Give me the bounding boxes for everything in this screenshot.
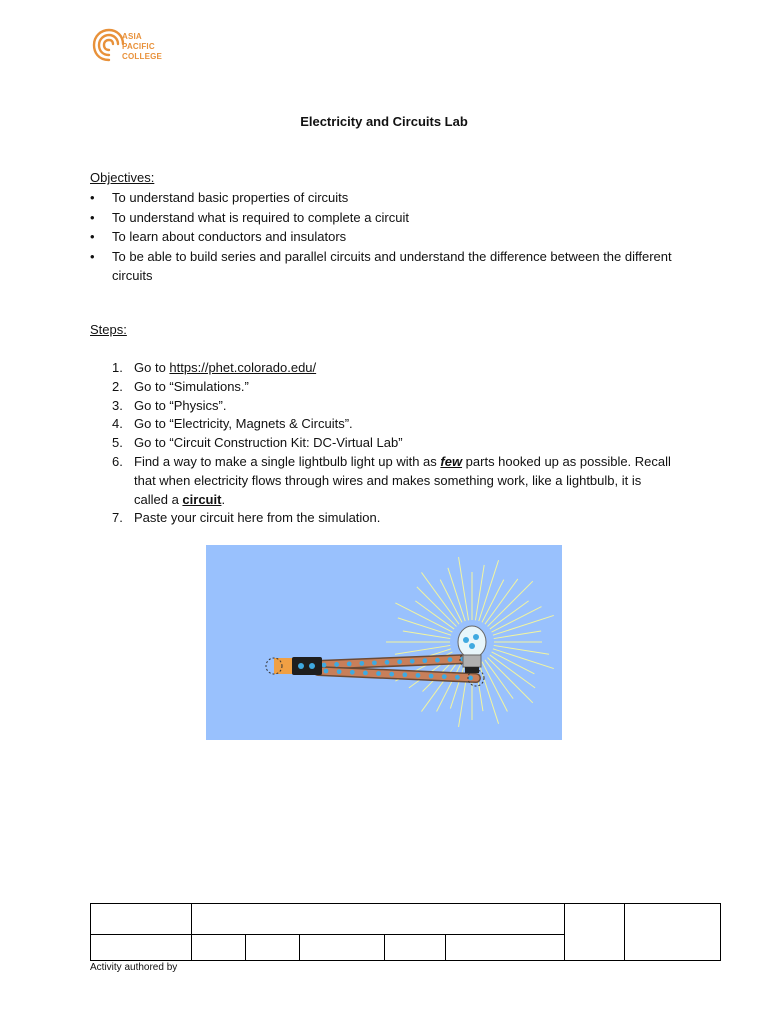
electron: [324, 669, 329, 674]
step-text: Find a way to make a single lightbulb light up with as: [134, 453, 441, 469]
step-item: [112, 453, 672, 509]
step-item: [112, 434, 672, 453]
bullet-icon: •: [90, 190, 95, 205]
step-number: 1.: [112, 360, 123, 375]
step-text: parts hooked up as possible. Recall that when electricity flows through wires and makes something work, like a lightbulb, it is called a: [134, 453, 671, 507]
table-cell: [384, 935, 445, 961]
step-item: [112, 378, 672, 397]
objective-item: [90, 247, 690, 286]
objectives-heading: Objectives:: [90, 170, 155, 185]
electron: [435, 658, 440, 663]
table-cell: [91, 935, 192, 961]
electron: [359, 661, 364, 666]
step-text: Go to: [134, 360, 170, 375]
objective-text: To understand what is required to complete a circuit: [112, 209, 409, 225]
table-cell: [625, 904, 721, 961]
objective-text: To be able to build series and parallel circuits and understand the difference between the different circuits: [112, 248, 672, 283]
battery: [274, 657, 322, 675]
light-ray: [482, 662, 507, 712]
table-cell: [445, 935, 564, 961]
wire-bottom: [318, 671, 476, 678]
electron: [337, 669, 342, 674]
logo-line: COLLEGE: [122, 52, 163, 61]
objective-item: [90, 208, 690, 228]
electron: [334, 662, 339, 667]
logo-line: PACIFIC: [122, 42, 155, 51]
circuit-drawing: [206, 545, 562, 740]
light-ray: [479, 663, 499, 724]
college-logo: [92, 27, 182, 75]
step-text: Go to “Simulations.”: [134, 378, 249, 394]
electron: [442, 674, 447, 679]
light-ray: [479, 560, 499, 621]
light-ray: [395, 645, 450, 654]
phet-link[interactable]: https://phet.colorado.edu/: [169, 360, 317, 375]
electron: [410, 659, 415, 664]
logo-line: ASIA: [122, 32, 142, 41]
electron: [347, 662, 352, 667]
light-ray: [488, 581, 533, 626]
step-text: Paste your circuit here from the simulation.: [134, 510, 381, 526]
step-text: Go to “Circuit Construction Kit: DC-Virtual Lab”: [134, 435, 403, 451]
electron: [350, 670, 355, 675]
electron: [448, 657, 453, 662]
document-title: Electricity and Circuits Lab: [300, 114, 468, 129]
step-text: .: [221, 491, 226, 507]
steps-list: [112, 359, 672, 528]
author-credit: Activity authored by: [90, 962, 178, 973]
step-item: [112, 397, 672, 416]
objective-text: To learn about conductors and insulators: [112, 229, 347, 244]
step-item: [112, 415, 672, 434]
light-ray: [493, 649, 554, 669]
electron: [385, 660, 390, 665]
light-bulb: [458, 626, 486, 673]
step-number: 3.: [112, 397, 123, 413]
emphasis-circuit: circuit: [182, 491, 222, 507]
electron: [416, 673, 421, 678]
steps-heading: Steps:: [90, 322, 127, 337]
electron: [402, 672, 407, 677]
step-item: [112, 509, 672, 528]
emphasis-few: few: [440, 453, 463, 469]
logo-wordmark: [122, 32, 162, 62]
light-ray: [437, 662, 462, 712]
electron: [397, 659, 402, 664]
bullet-icon: •: [90, 209, 95, 225]
swirl-logo-icon: [92, 27, 126, 63]
table-cell: [300, 935, 384, 961]
step-number: 4.: [112, 416, 123, 432]
light-ray: [475, 565, 484, 620]
table-cell: [192, 904, 565, 935]
objective-text: To understand basic properties of circuits: [112, 190, 349, 205]
electron: [322, 663, 327, 668]
step-number: 5.: [112, 435, 123, 451]
electron: [389, 672, 394, 677]
table-cell: [192, 935, 246, 961]
electron: [455, 675, 460, 680]
step-text: Go to “Physics”.: [134, 397, 227, 413]
circuit-simulation-image: [206, 545, 562, 740]
objective-item: [90, 188, 690, 208]
table-cell: [91, 904, 192, 935]
table-cell: [246, 935, 300, 961]
step-text: Go to “Electricity, Magnets & Circuits”.: [134, 416, 353, 432]
bullet-icon: •: [90, 229, 95, 244]
electron: [376, 671, 381, 676]
step-number: 6.: [112, 453, 123, 469]
electron: [429, 674, 434, 679]
light-ray: [492, 607, 542, 632]
step-number: 2.: [112, 378, 123, 394]
objective-item: [90, 227, 690, 247]
objectives-list: [90, 188, 690, 286]
footer-table: [90, 903, 721, 961]
light-ray: [488, 658, 533, 703]
light-ray: [459, 557, 469, 620]
step-number: 7.: [112, 510, 123, 526]
electron: [422, 658, 427, 663]
table-cell: [565, 904, 625, 961]
bullet-icon: •: [90, 248, 95, 264]
electron: [468, 676, 473, 681]
electron: [372, 660, 377, 665]
step-item: [112, 359, 672, 378]
light-ray: [494, 645, 549, 654]
light-ray: [493, 615, 554, 635]
electron: [363, 670, 368, 675]
